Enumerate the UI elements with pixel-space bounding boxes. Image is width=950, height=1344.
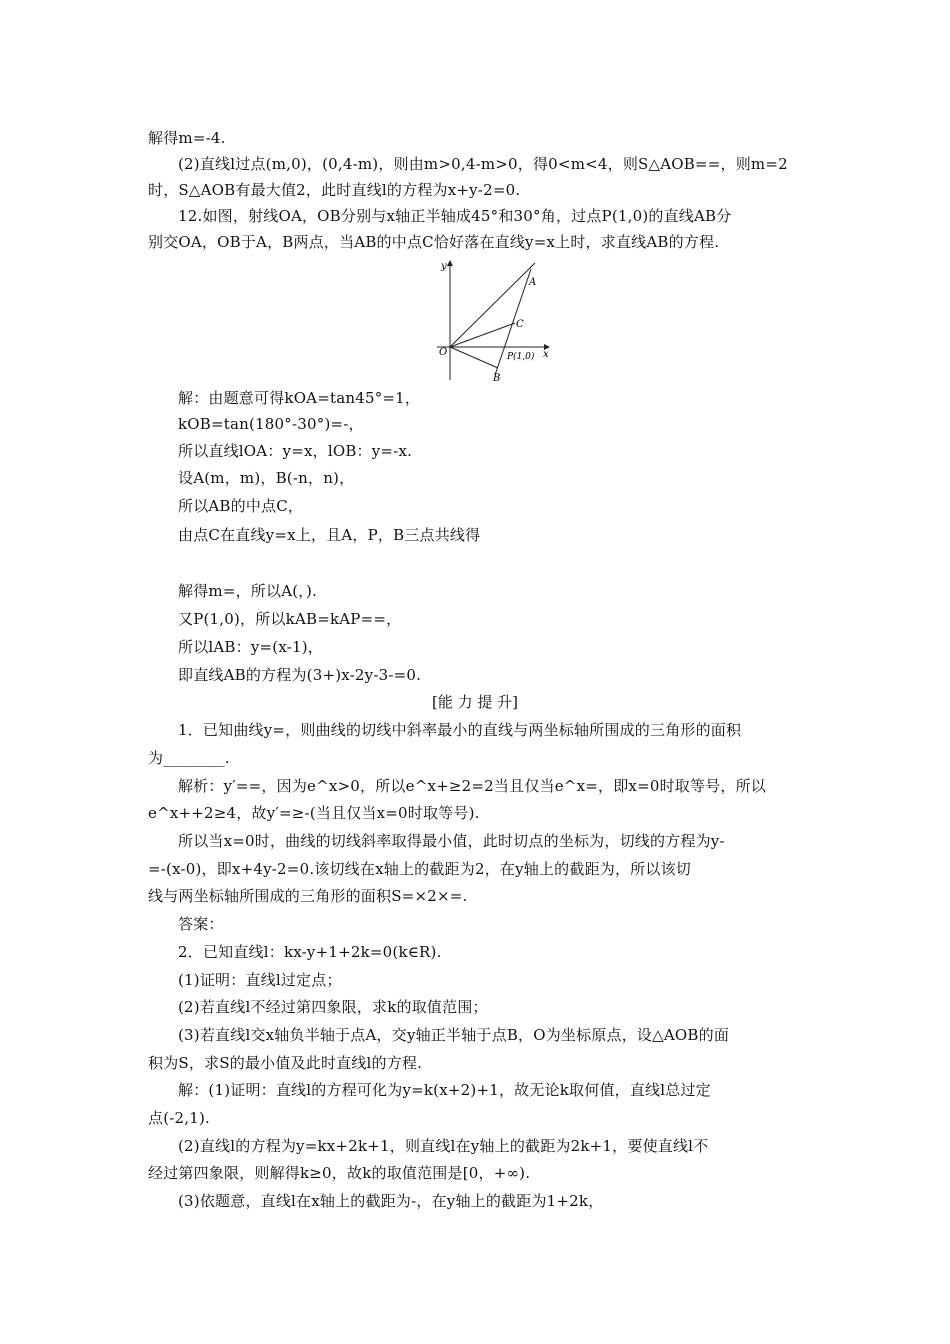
- solution-line: 又P(1,0)，所以kAB=kAP==，: [178, 610, 402, 628]
- solution-line: 即直线AB的方程为(3+)x-2y-3-=0.: [178, 666, 422, 684]
- problem-2-part: (1)证明：直线l过定点；: [178, 971, 342, 989]
- label-p: P(1,0): [507, 352, 535, 362]
- problem-1-statement: 1．已知曲线y=，则曲线的切线中斜率最小的直线与两坐标轴所围成的三角形的面积: [178, 721, 742, 739]
- analysis-line: 解析：y′==，因为e^x>0，所以e^x+≥2=2当且仅当e^x=，即x=0时取等号，所以: [178, 777, 766, 795]
- problem-12-statement: 12.如图，射线OA，OB分别与x轴正半轴成45°和30°角，过点P(1,0)的直线AB分: [178, 207, 732, 225]
- analysis-line: =-(x-0)，即x+4y-2=0.该切线在x轴上的截距为2，在y轴上的截距为，所以该切: [148, 860, 691, 878]
- problem-2-part: (2)若直线l不经过第四象限，求k的取值范围；: [178, 998, 488, 1016]
- ray-ob: [450, 347, 498, 368]
- solution-line: 所以直线lOA：y=x，lOB：y=-x.: [178, 442, 413, 460]
- ray-oa: [450, 263, 535, 347]
- problem-1-statement: 为________.: [148, 749, 230, 767]
- text-line: 解得m=-4.: [148, 129, 226, 147]
- text-line: 时，S△AOB有最大值2，此时直线l的方程为x+y-2=0.: [148, 181, 521, 199]
- problem-2-part: (3)若直线l交x轴负半轴于点A，交y轴正半轴于点B，O为坐标原点，设△AOB的面: [178, 1026, 730, 1044]
- solution-line: 由点C在直线y=x上，且A，P，B三点共线得: [178, 526, 481, 544]
- answer-label: 答案：: [178, 915, 224, 933]
- label-x: x: [543, 349, 549, 360]
- solution-line: (2)直线l的方程为y=kx+2k+1，则直线l在y轴上的截距为2k+1，要使直线l不: [178, 1137, 709, 1155]
- figure-rays-diagram: [435, 255, 555, 385]
- analysis-line: 所以当x=0时，曲线的切线斜率取得最小值，此时切点的坐标为，切线的方程为y-: [178, 832, 725, 850]
- solution-line: 解：由题意可得kOA=tan45°=1，: [178, 389, 421, 407]
- label-o: O: [439, 347, 448, 358]
- section-heading: [能 力 提 升]: [431, 693, 518, 711]
- solution-line: kOB=tan(180°-30°)=-，: [178, 415, 364, 433]
- solution-line: 点(-2,1).: [148, 1109, 210, 1127]
- problem-12-statement: 别交OA，OB于A，B两点，当AB的中点C恰好落在直线y=x上时，求直线AB的方程.: [148, 233, 720, 251]
- solution-line: 解：(1)证明：直线l的方程可化为y=k(x+2)+1，故无论k取何值，直线l总过定: [178, 1081, 711, 1099]
- solution-line: 解得m=，所以A(，).: [178, 582, 317, 600]
- text-line: (2)直线l过点(m,0)，(0,4-m)，则由m>0,4-m>0，得0<m<4，则S△AOB==，则m=2: [178, 155, 788, 173]
- solution-line: (3)依题意，直线l在x轴上的截距为-，在y轴上的截距为1+2k，: [178, 1192, 604, 1210]
- problem-2-part: 积为S，求S的最小值及此时直线l的方程.: [148, 1054, 423, 1072]
- label-b: B: [493, 373, 501, 384]
- analysis-line: 线与两坐标轴所围成的三角形的面积S=×2×=.: [148, 887, 468, 905]
- problem-2-statement: 2．已知直线l：kx-y+1+2k=0(k∈R).: [178, 943, 442, 961]
- solution-line: 所以lAB：y=(x-1)，: [178, 638, 324, 656]
- solution-line: 经过第四象限，则解得k≥0，故k的取值范围是[0，+∞).: [148, 1164, 531, 1182]
- solution-line: 设A(m，m)，B(-n，n)，: [178, 469, 355, 487]
- solution-line: 所以AB的中点C，: [178, 497, 304, 515]
- analysis-line: e^x++2≥4，故y′=≥-(当且仅当x=0时取等号).: [148, 804, 480, 822]
- label-y: y: [441, 261, 447, 272]
- label-a: A: [529, 277, 537, 288]
- label-c: C: [516, 319, 524, 330]
